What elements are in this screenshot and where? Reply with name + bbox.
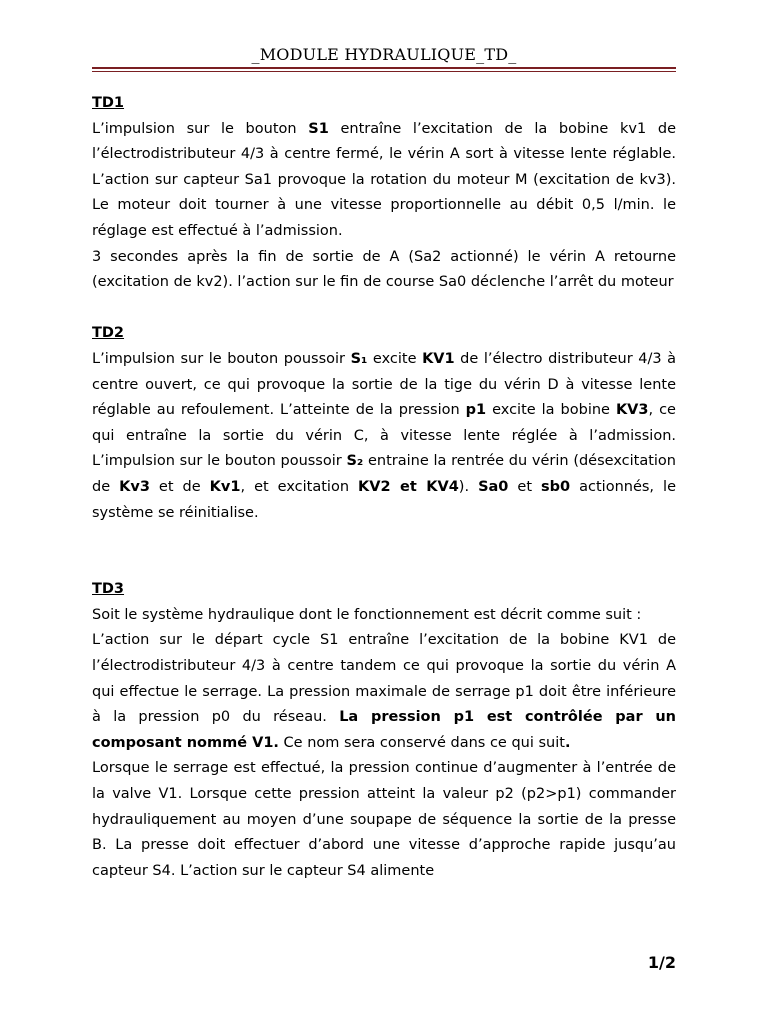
text-run: entraîne l’excitation de la bobine kv1 de l’électrodistributeur 4/3 à centre fermé, le vérin A sort à vitesse lente réglable. L’action sur capteur Sa1 provoque la rotation du moteur M (excitation de kv3). Le moteur doit tourner à une vitesse proportionnelle au débit 0,5 l/min. le réglage est effectué à l’admission.: [92, 120, 677, 239]
section-td3: [92, 577, 676, 884]
section-title-td3: TD3: [92, 581, 125, 598]
bold-text-run: sb0: [541, 478, 571, 495]
text-run: ).: [458, 478, 479, 495]
text-run: L’impulsion sur le bouton: [92, 120, 309, 137]
td1-paragraph-2: [92, 245, 676, 296]
text-run: 3 secondes après la fin de sortie de A (Sa2 actionné) le vérin A retourne (excitation de kv2). l’action sur le fin de course Sa0 déclenche l’arrêt du moteur: [92, 248, 676, 291]
bold-text-run: S₁: [350, 350, 368, 367]
text-run: , et excitation: [240, 478, 359, 495]
page-number: 1/2: [647, 953, 676, 972]
text-run: Lorsque le serrage est effectué, la pression continue d’augmenter à l’entrée de la valve V1. Lorsque cette pression atteint la valeur p2 (p2>p1) commander hydrauliquement au moyen d’une soupape de séquence la sortie de la presse B. La presse doit effectuer d’abord une vitesse d’approche rapide jusqu’au capteur S4. L’action sur le capteur S4 alimente: [92, 760, 676, 879]
text-run: et de: [149, 478, 210, 495]
td1-paragraph-1: [92, 117, 676, 245]
bold-text-run: KV1: [422, 350, 455, 367]
text-run: Ce nom sera conservé dans ce qui suit: [278, 734, 565, 751]
td3-paragraph-3: [92, 756, 676, 884]
text-run: de l’électro distributeur 4/3 à centre ouvert, ce qui provoque la sortie de la tige du vérin D à vitesse lente réglable au refoulement. L’atteinte de la pression: [92, 350, 677, 419]
td3-paragraph-1: [92, 603, 676, 629]
bold-text-run: KV2 et KV4: [358, 478, 459, 495]
td2-paragraph-1: [92, 347, 676, 526]
header-rule-thick: [92, 67, 676, 69]
text-run: excite la bobine: [486, 402, 616, 419]
bold-text-run: La pression p1 est contrôlée par un composant nommé V1.: [92, 709, 676, 751]
bold-text-run: Kv3: [119, 478, 150, 495]
text-run: L’impulsion sur le bouton poussoir: [92, 350, 351, 367]
section-td2: [92, 321, 676, 526]
section-spacer: [92, 296, 676, 322]
section-title-td2: TD2: [92, 325, 125, 342]
bold-text-run: S1: [308, 120, 329, 137]
bold-text-run: Kv1: [209, 478, 241, 495]
section-spacer: [92, 526, 676, 577]
section-title-td1: TD1: [92, 95, 125, 111]
text-run: , ce qui entraîne la sortie du vérin C, à vitesse lente réglée à l’admission. L’impulsion sur le bouton poussoir: [92, 402, 676, 470]
text-run: actionnés, le système se réinitialise.: [92, 478, 676, 521]
text-run: et: [508, 478, 542, 495]
section-td1: [92, 91, 676, 296]
text-run: L’action sur le départ cycle S1 entraîne l’excitation de la bobine KV1 de l’électrodistributeur 4/3 à centre tandem ce qui provoque la sortie du vérin A qui effectue le serrage. La pression maximale de serrage p1 doit être inférieure à la pression p0 du réseau.: [92, 632, 676, 726]
text-run: entraine la rentrée du vérin (désexcitation de: [92, 453, 676, 495]
header-rule-thin: [92, 71, 676, 72]
bold-text-run: .: [564, 734, 571, 751]
td3-paragraph-2: [92, 628, 676, 756]
bold-text-run: p1: [465, 402, 487, 419]
text-run: excite: [367, 350, 423, 367]
bold-text-run: S₂: [346, 453, 364, 470]
text-run: Soit le système hydraulique dont le fonctionnement est décrit comme suit :: [92, 606, 642, 623]
bold-text-run: KV3: [615, 402, 649, 419]
document-title: _MODULE HYDRAULIQUE_TD_: [251, 45, 517, 64]
bold-text-run: Sa0: [478, 478, 509, 495]
document-body: [92, 91, 676, 884]
